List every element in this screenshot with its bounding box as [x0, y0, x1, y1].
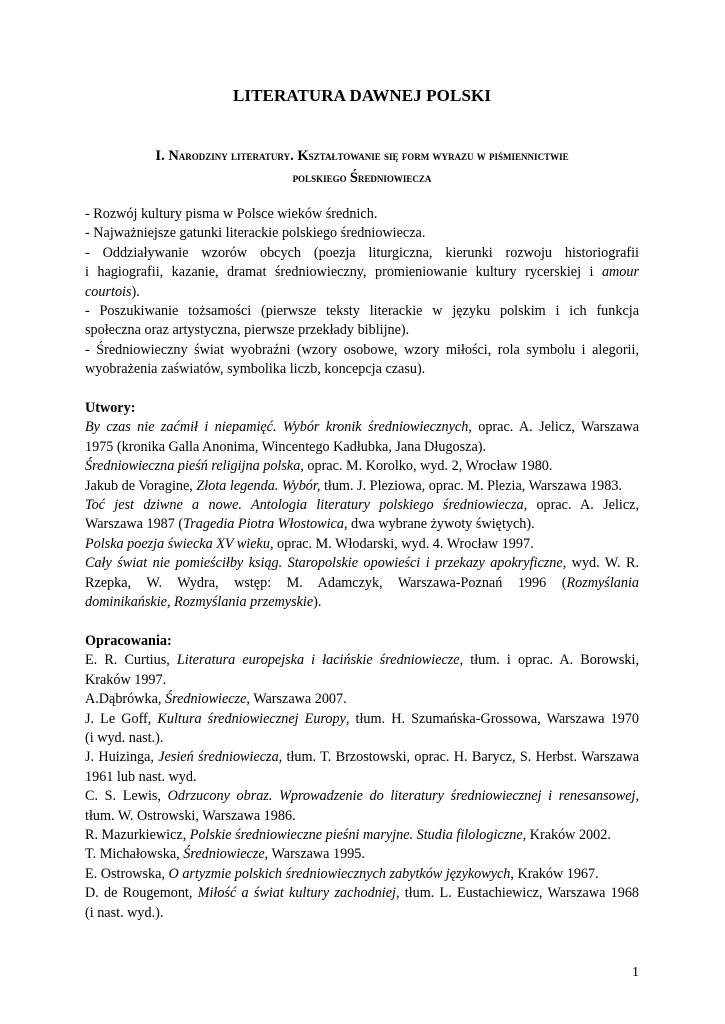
study-entry: E. Ostrowska, O artyzmie polskich średniowiecznych zabytków językowych, Kraków 1967. [85, 865, 599, 882]
document-body [85, 205, 639, 923]
work-entry-continued: Warszawa 1987 (Tragedia Piotra Włostowica, dwa wybrane żywoty świętych). [85, 516, 535, 533]
study-entry: J. Le Goff, Kultura średniowiecznej Europy, tłum. H. Szumańska-Grossowa, Warszawa 1970 [85, 710, 639, 727]
topic-item: - Rozwój kultury pisma w Polsce wieków średnich. [85, 206, 378, 222]
topic-item: - Najważniejsze gatunki literackie polskiego średniowiecza. [85, 225, 426, 242]
topic-item: - Poszukiwanie tożsamości (pierwsze teksty literackie w języku polskim i ich funkcja [85, 303, 639, 320]
section-heading-line-1: I. Narodziny literatury. Kształtowanie się form wyrazu w piśmiennictwie [155, 148, 569, 164]
study-entry: J. Huizinga, Jesień średniowiecza, tłum. T. Brzostowski, oprac. H. Barycz, S. Herbst. Warszawa [85, 749, 640, 766]
work-entry: Polska poezja świecka XV wieku, oprac. M. Włodarski, wyd. 4. Wrocław 1997. [85, 535, 534, 552]
topic-item: - Oddziaływanie wzorów obcych (poezja liturgiczna, kierunki rozwoju historiografii [85, 244, 639, 261]
work-entry: Cały świat nie pomieściłby ksiąg. Staropolskie opowieści i przekazy apokryficzne, wyd. W. R. [85, 555, 639, 572]
study-entry-continued: tłum. W. Ostrowski, Warszawa 1986. [85, 807, 296, 824]
topic-item-continued: wyobrażenia zaświatów, symbolika liczb, koncepcja czasu). [85, 361, 426, 378]
study-entry: R. Mazurkiewicz, Polskie średniowieczne pieśni maryjne. Studia filologiczne, Kraków 2002. [85, 826, 611, 843]
studies-heading: Opracowania: [85, 632, 172, 649]
study-entry: C. S. Lewis, Odrzucony obraz. Wprowadzenie do literatury średniowiecznej i renesansowej, [85, 788, 640, 805]
work-entry-continued: 1975 (kronika Galla Anonima, Wincentego Kadłubka, Jana Długosza). [85, 438, 487, 455]
work-entry: Jakub de Voragine, Złota legenda. Wybór, tłum. J. Pleziowa, oprac. M. Plezia, Warszawa 1983. [85, 477, 622, 494]
study-entry: D. de Rougemont, Miłość a świat kultury zachodniej, tłum. L. Eustachiewicz, Warszawa 1968 [85, 885, 640, 902]
work-entry-continued: Rzepka, W. Wydra, wstęp: M. Adamczyk, Warszawa-Poznań 1996 (Rozmyślania [85, 574, 639, 591]
work-entry: Toć jest dziwne a nowe. Antologia literatury polskiego średniowiecza, oprac. A. Jelicz, [85, 497, 639, 514]
topic-item-continued: społeczna oraz artystyczna, pierwsze przekłady biblijne). [85, 322, 410, 339]
work-entry: Średniowieczna pieśń religijna polska, oprac. M. Korolko, wyd. 2, Wrocław 1980. [85, 458, 553, 475]
section-heading [85, 145, 639, 189]
study-entry: A.Dąbrówka, Średniowiecze, Warszawa 2007. [85, 691, 347, 708]
study-entry-continued: (i wyd. nast.). [85, 729, 164, 746]
topic-item-continued: i hagiografii, kazanie, dramat średniowieczny, promieniowanie kultury rycerskiej i amour [85, 264, 639, 281]
topic-item: - Średniowieczny świat wyobraźni (wzory osobowe, wzory miłości, rola symbolu i alegorii, [85, 341, 639, 358]
page-number: 1 [632, 965, 639, 980]
work-entry-continued: dominikańskie, Rozmyślania przemyskie). [85, 594, 322, 611]
document-title: LITERATURA DAWNEJ POLSKI [232, 86, 492, 105]
topic-item-continued: courtois). [85, 283, 140, 300]
work-entry: By czas nie zaćmił i niepamięć. Wybór kronik średniowiecznych, oprac. A. Jelicz, Warszawa [85, 419, 639, 436]
study-entry-continued: (i nast. wyd.). [85, 904, 164, 921]
study-entry: E. R. Curtius, Literatura europejska i łacińskie średniowiecze, tłum. i oprac. A. Borowski, [85, 652, 639, 669]
study-entry-continued: 1961 lub nast. wyd. [85, 768, 197, 785]
study-entry-continued: Kraków 1997. [85, 671, 167, 688]
document-page [85, 0, 639, 1024]
works-heading: Utwory: [85, 400, 136, 417]
study-entry: T. Michałowska, Średniowiecze, Warszawa 1995. [85, 846, 365, 863]
section-heading-line-2: polskiego Średniowiecza [292, 170, 432, 186]
